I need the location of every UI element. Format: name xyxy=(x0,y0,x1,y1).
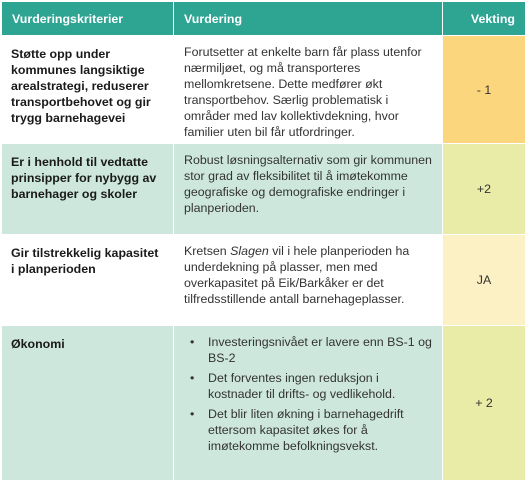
table-row xyxy=(2,326,526,481)
assessment-text-italic: Slagen xyxy=(230,244,269,258)
bullet-list xyxy=(184,334,432,454)
assessment-text-suffix: vil i hele planperioden ha underdekning på plasser, men med overkapasitet på Eik/Barkåker er det tilfredsstillende antall barnehageplasser. xyxy=(184,244,410,306)
header-weighting: Vekting xyxy=(443,2,526,36)
assessment-cell: Forutsetter at enkelte barn får plass utenfor nærmiljøet, og må transporteres mellomkretsene. Dette medfører økt transportbehov. Særlig problematisk i områder med lav kollektivdekning, hvor familier uten bil får utfordringer. xyxy=(174,36,443,144)
score-cell: + 2 xyxy=(443,326,526,481)
assessment-cell: Robust løsningsalternativ som gir kommunen stor grad av fleksibilitet til å imøtekomme geografiske og demografiske endringer i planperioden. xyxy=(174,144,443,235)
header-criteria: Vurderingskriterier xyxy=(2,2,174,36)
assessment-cell xyxy=(174,235,443,326)
table-row xyxy=(2,235,526,326)
list-item: • Investeringsnivået er lavere enn BS-1 og BS-2 xyxy=(184,334,432,366)
header-assessment: Vurdering xyxy=(174,2,443,36)
score-cell: - 1 xyxy=(443,36,526,144)
evaluation-table xyxy=(1,1,526,481)
criterion-cell: Gir tilstrekkelig kapasitet i planperioden xyxy=(2,235,174,326)
list-item: • Det blir liten økning i barnehagedrift ettersom kapasitet økes for å imøtekomme befolkningsvekst. xyxy=(184,406,432,454)
score-cell: +2 xyxy=(443,144,526,235)
list-item: • Det forventes ingen reduksjon i kostnader til drifts- og vedlikehold. xyxy=(184,370,432,402)
assessment-cell xyxy=(174,326,443,481)
header-row xyxy=(2,2,526,36)
score-cell: JA xyxy=(443,235,526,326)
criterion-cell: Økonomi xyxy=(2,326,174,481)
table-row xyxy=(2,36,526,144)
assessment-text-prefix: Kretsen xyxy=(184,244,231,258)
criterion-cell: Støtte opp under kommunes langsiktige arealstrategi, reduserer transportbehovet og gir trygg barnehagevei xyxy=(2,36,174,144)
table-row xyxy=(2,144,526,235)
criterion-cell: Er i henhold til vedtatte prinsipper for nybygg av barnehager og skoler xyxy=(2,144,174,235)
